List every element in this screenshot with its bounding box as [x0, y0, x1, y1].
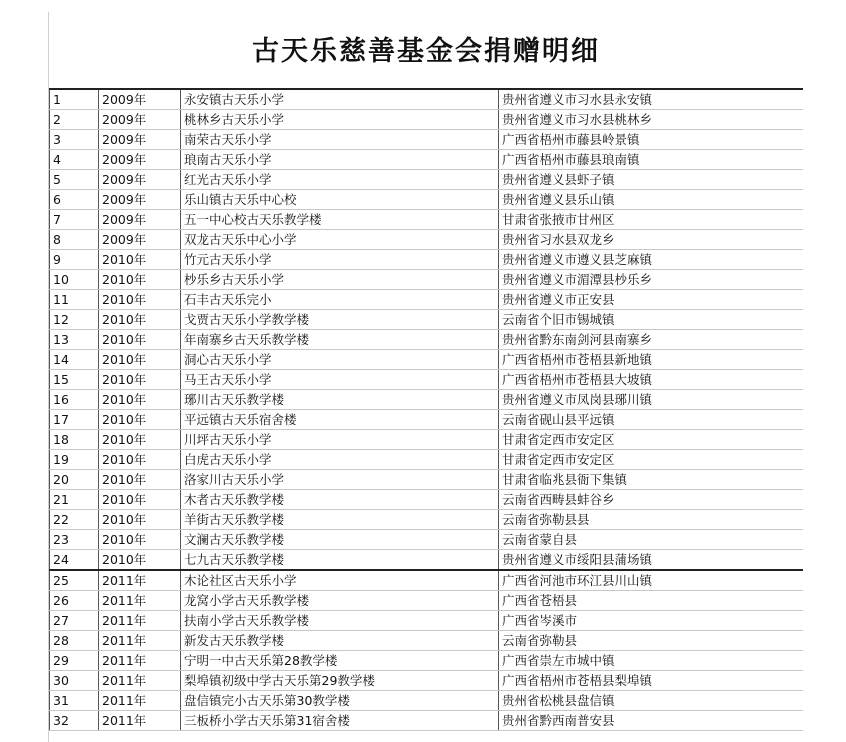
cell-year: 2011年 [99, 711, 181, 731]
table-row [50, 711, 804, 731]
cell-location: 甘肃省定西市安定区 [499, 430, 804, 450]
table-body [50, 89, 804, 731]
cell-school-name: 扶南小学古天乐教学楼 [181, 611, 499, 631]
cell-school-name: 洞心古天乐小学 [181, 350, 499, 370]
table-row [50, 530, 804, 550]
cell-year: 2011年 [99, 691, 181, 711]
cell-year: 2009年 [99, 89, 181, 110]
cell-location: 甘肃省临兆县衙下集镇 [499, 470, 804, 490]
cell-school-name: 乐山镇古天乐中心校 [181, 190, 499, 210]
cell-number: 8 [50, 230, 99, 250]
cell-school-name: 新发古天乐教学楼 [181, 631, 499, 651]
cell-number: 2 [50, 110, 99, 130]
cell-number: 26 [50, 591, 99, 611]
cell-year: 2010年 [99, 530, 181, 550]
table-row [50, 230, 804, 250]
donation-table [49, 88, 803, 731]
cell-school-name: 三板桥小学古天乐第31宿舍楼 [181, 711, 499, 731]
cell-number: 28 [50, 631, 99, 651]
cell-location: 广西省岑溪市 [499, 611, 804, 631]
cell-number: 32 [50, 711, 99, 731]
cell-year: 2010年 [99, 430, 181, 450]
table-row [50, 190, 804, 210]
cell-school-name: 马王古天乐小学 [181, 370, 499, 390]
page-title: 古天乐慈善基金会捐赠明细 [252, 35, 600, 67]
cell-location: 贵州省松桃县盘信镇 [499, 691, 804, 711]
cell-school-name: 红光古天乐小学 [181, 170, 499, 190]
cell-year: 2009年 [99, 130, 181, 150]
cell-school-name: 桃林乡古天乐小学 [181, 110, 499, 130]
table-row [50, 310, 804, 330]
cell-year: 2011年 [99, 591, 181, 611]
table-row [50, 270, 804, 290]
cell-location: 云南省个旧市锡城镇 [499, 310, 804, 330]
cell-number: 19 [50, 450, 99, 470]
cell-school-name: 戈贾古天乐小学教学楼 [181, 310, 499, 330]
cell-number: 5 [50, 170, 99, 190]
cell-year: 2010年 [99, 410, 181, 430]
cell-school-name: 盘信镇完小古天乐第30教学楼 [181, 691, 499, 711]
cell-location: 贵州省遵义市习水县桃林乡 [499, 110, 804, 130]
cell-location: 广西省梧州市藤县琅南镇 [499, 150, 804, 170]
cell-year: 2009年 [99, 190, 181, 210]
table-row [50, 510, 804, 530]
cell-year: 2010年 [99, 250, 181, 270]
cell-year: 2011年 [99, 570, 181, 591]
cell-number: 4 [50, 150, 99, 170]
cell-year: 2010年 [99, 510, 181, 530]
table-row [50, 390, 804, 410]
cell-school-name: 木者古天乐教学楼 [181, 490, 499, 510]
cell-school-name: 川坪古天乐小学 [181, 430, 499, 450]
table-row [50, 470, 804, 490]
table-row [50, 410, 804, 430]
spreadsheet [48, 12, 803, 742]
cell-location: 广西省苍梧县 [499, 591, 804, 611]
cell-number: 21 [50, 490, 99, 510]
table-row [50, 611, 804, 631]
cell-year: 2010年 [99, 390, 181, 410]
cell-number: 18 [50, 430, 99, 450]
cell-school-name: 杪乐乡古天乐小学 [181, 270, 499, 290]
table-row [50, 290, 804, 310]
cell-number: 11 [50, 290, 99, 310]
cell-school-name: 琅南古天乐小学 [181, 150, 499, 170]
cell-location: 贵州省黔东南剑河县南寨乡 [499, 330, 804, 350]
table-row [50, 691, 804, 711]
cell-year: 2010年 [99, 290, 181, 310]
cell-school-name: 七九古天乐教学楼 [181, 550, 499, 571]
table-row [50, 430, 804, 450]
cell-school-name: 南荣古天乐小学 [181, 130, 499, 150]
cell-location: 广西省梧州市苍梧县梨埠镇 [499, 671, 804, 691]
cell-year: 2009年 [99, 170, 181, 190]
cell-number: 27 [50, 611, 99, 631]
cell-number: 15 [50, 370, 99, 390]
cell-school-name: 龙窝小学古天乐教学楼 [181, 591, 499, 611]
cell-school-name: 双龙古天乐中心小学 [181, 230, 499, 250]
cell-school-name: 琊川古天乐教学楼 [181, 390, 499, 410]
cell-number: 17 [50, 410, 99, 430]
cell-school-name: 竹元古天乐小学 [181, 250, 499, 270]
cell-school-name: 羊街古天乐教学楼 [181, 510, 499, 530]
table-row [50, 250, 804, 270]
cell-number: 13 [50, 330, 99, 350]
table-row [50, 170, 804, 190]
table-row [50, 89, 804, 110]
cell-location: 贵州省黔西南普安县 [499, 711, 804, 731]
cell-location: 贵州省遵义市习水县永安镇 [499, 89, 804, 110]
cell-number: 9 [50, 250, 99, 270]
cell-school-name: 永安镇古天乐小学 [181, 89, 499, 110]
table-row [50, 671, 804, 691]
cell-location: 贵州省遵义市凤岗县琊川镇 [499, 390, 804, 410]
table-row [50, 631, 804, 651]
cell-number: 14 [50, 350, 99, 370]
cell-location: 云南省砚山县平远镇 [499, 410, 804, 430]
table-row [50, 550, 804, 571]
cell-location: 贵州省习水县双龙乡 [499, 230, 804, 250]
cell-year: 2011年 [99, 671, 181, 691]
cell-location: 云南省弥勒县 [499, 631, 804, 651]
table-row [50, 591, 804, 611]
cell-year: 2009年 [99, 210, 181, 230]
table-row [50, 570, 804, 591]
cell-number: 7 [50, 210, 99, 230]
cell-number: 22 [50, 510, 99, 530]
cell-number: 23 [50, 530, 99, 550]
cell-number: 24 [50, 550, 99, 571]
cell-location: 云南省弥勒县县 [499, 510, 804, 530]
table-row [50, 350, 804, 370]
cell-number: 1 [50, 89, 99, 110]
cell-school-name: 木论社区古天乐小学 [181, 570, 499, 591]
cell-school-name: 白虎古天乐小学 [181, 450, 499, 470]
cell-year: 2010年 [99, 370, 181, 390]
cell-number: 31 [50, 691, 99, 711]
table-row [50, 110, 804, 130]
cell-year: 2010年 [99, 270, 181, 290]
cell-number: 29 [50, 651, 99, 671]
cell-year: 2011年 [99, 631, 181, 651]
table-row [50, 651, 804, 671]
cell-year: 2009年 [99, 230, 181, 250]
cell-school-name: 宁明一中古天乐第28教学楼 [181, 651, 499, 671]
table-row [50, 490, 804, 510]
cell-location: 广西省河池市环江县川山镇 [499, 570, 804, 591]
cell-year: 2009年 [99, 150, 181, 170]
table-row [50, 210, 804, 230]
table-row [50, 370, 804, 390]
cell-school-name: 五一中心校古天乐教学楼 [181, 210, 499, 230]
cell-year: 2010年 [99, 350, 181, 370]
cell-year: 2011年 [99, 611, 181, 631]
cell-location: 贵州省遵义市湄潭县杪乐乡 [499, 270, 804, 290]
cell-year: 2010年 [99, 470, 181, 490]
cell-location: 贵州省遵义县虾子镇 [499, 170, 804, 190]
cell-year: 2010年 [99, 490, 181, 510]
cell-school-name: 文澜古天乐教学楼 [181, 530, 499, 550]
cell-location: 广西省崇左市城中镇 [499, 651, 804, 671]
cell-school-name: 梨埠镇初级中学古天乐第29教学楼 [181, 671, 499, 691]
cell-number: 3 [50, 130, 99, 150]
cell-year: 2011年 [99, 651, 181, 671]
cell-year: 2010年 [99, 310, 181, 330]
cell-location: 甘肃省定西市安定区 [499, 450, 804, 470]
cell-year: 2010年 [99, 330, 181, 350]
cell-year: 2010年 [99, 450, 181, 470]
cell-location: 贵州省遵义市绥阳县蒲场镇 [499, 550, 804, 571]
cell-school-name: 平远镇古天乐宿舍楼 [181, 410, 499, 430]
cell-location: 云南省西畴县蚌谷乡 [499, 490, 804, 510]
cell-location: 广西省梧州市苍梧县新地镇 [499, 350, 804, 370]
cell-school-name: 石丰古天乐完小 [181, 290, 499, 310]
cell-location: 甘肃省张掖市甘州区 [499, 210, 804, 230]
cell-location: 贵州省遵义县乐山镇 [499, 190, 804, 210]
cell-school-name: 洛家川古天乐小学 [181, 470, 499, 490]
cell-number: 10 [50, 270, 99, 290]
table-row [50, 330, 804, 350]
cell-number: 20 [50, 470, 99, 490]
cell-school-name: 年南寨乡古天乐教学楼 [181, 330, 499, 350]
table-row [50, 150, 804, 170]
table-row [50, 450, 804, 470]
cell-number: 30 [50, 671, 99, 691]
cell-year: 2010年 [99, 550, 181, 571]
cell-number: 16 [50, 390, 99, 410]
cell-location: 云南省蒙自县 [499, 530, 804, 550]
cell-location: 广西省梧州市苍梧县大坡镇 [499, 370, 804, 390]
cell-number: 6 [50, 190, 99, 210]
cell-location: 贵州省遵义市正安县 [499, 290, 804, 310]
cell-location: 广西省梧州市藤县岭景镇 [499, 130, 804, 150]
cell-number: 12 [50, 310, 99, 330]
cell-year: 2009年 [99, 110, 181, 130]
table-row [50, 130, 804, 150]
cell-number: 25 [50, 570, 99, 591]
cell-location: 贵州省遵义市遵义县芝麻镇 [499, 250, 804, 270]
